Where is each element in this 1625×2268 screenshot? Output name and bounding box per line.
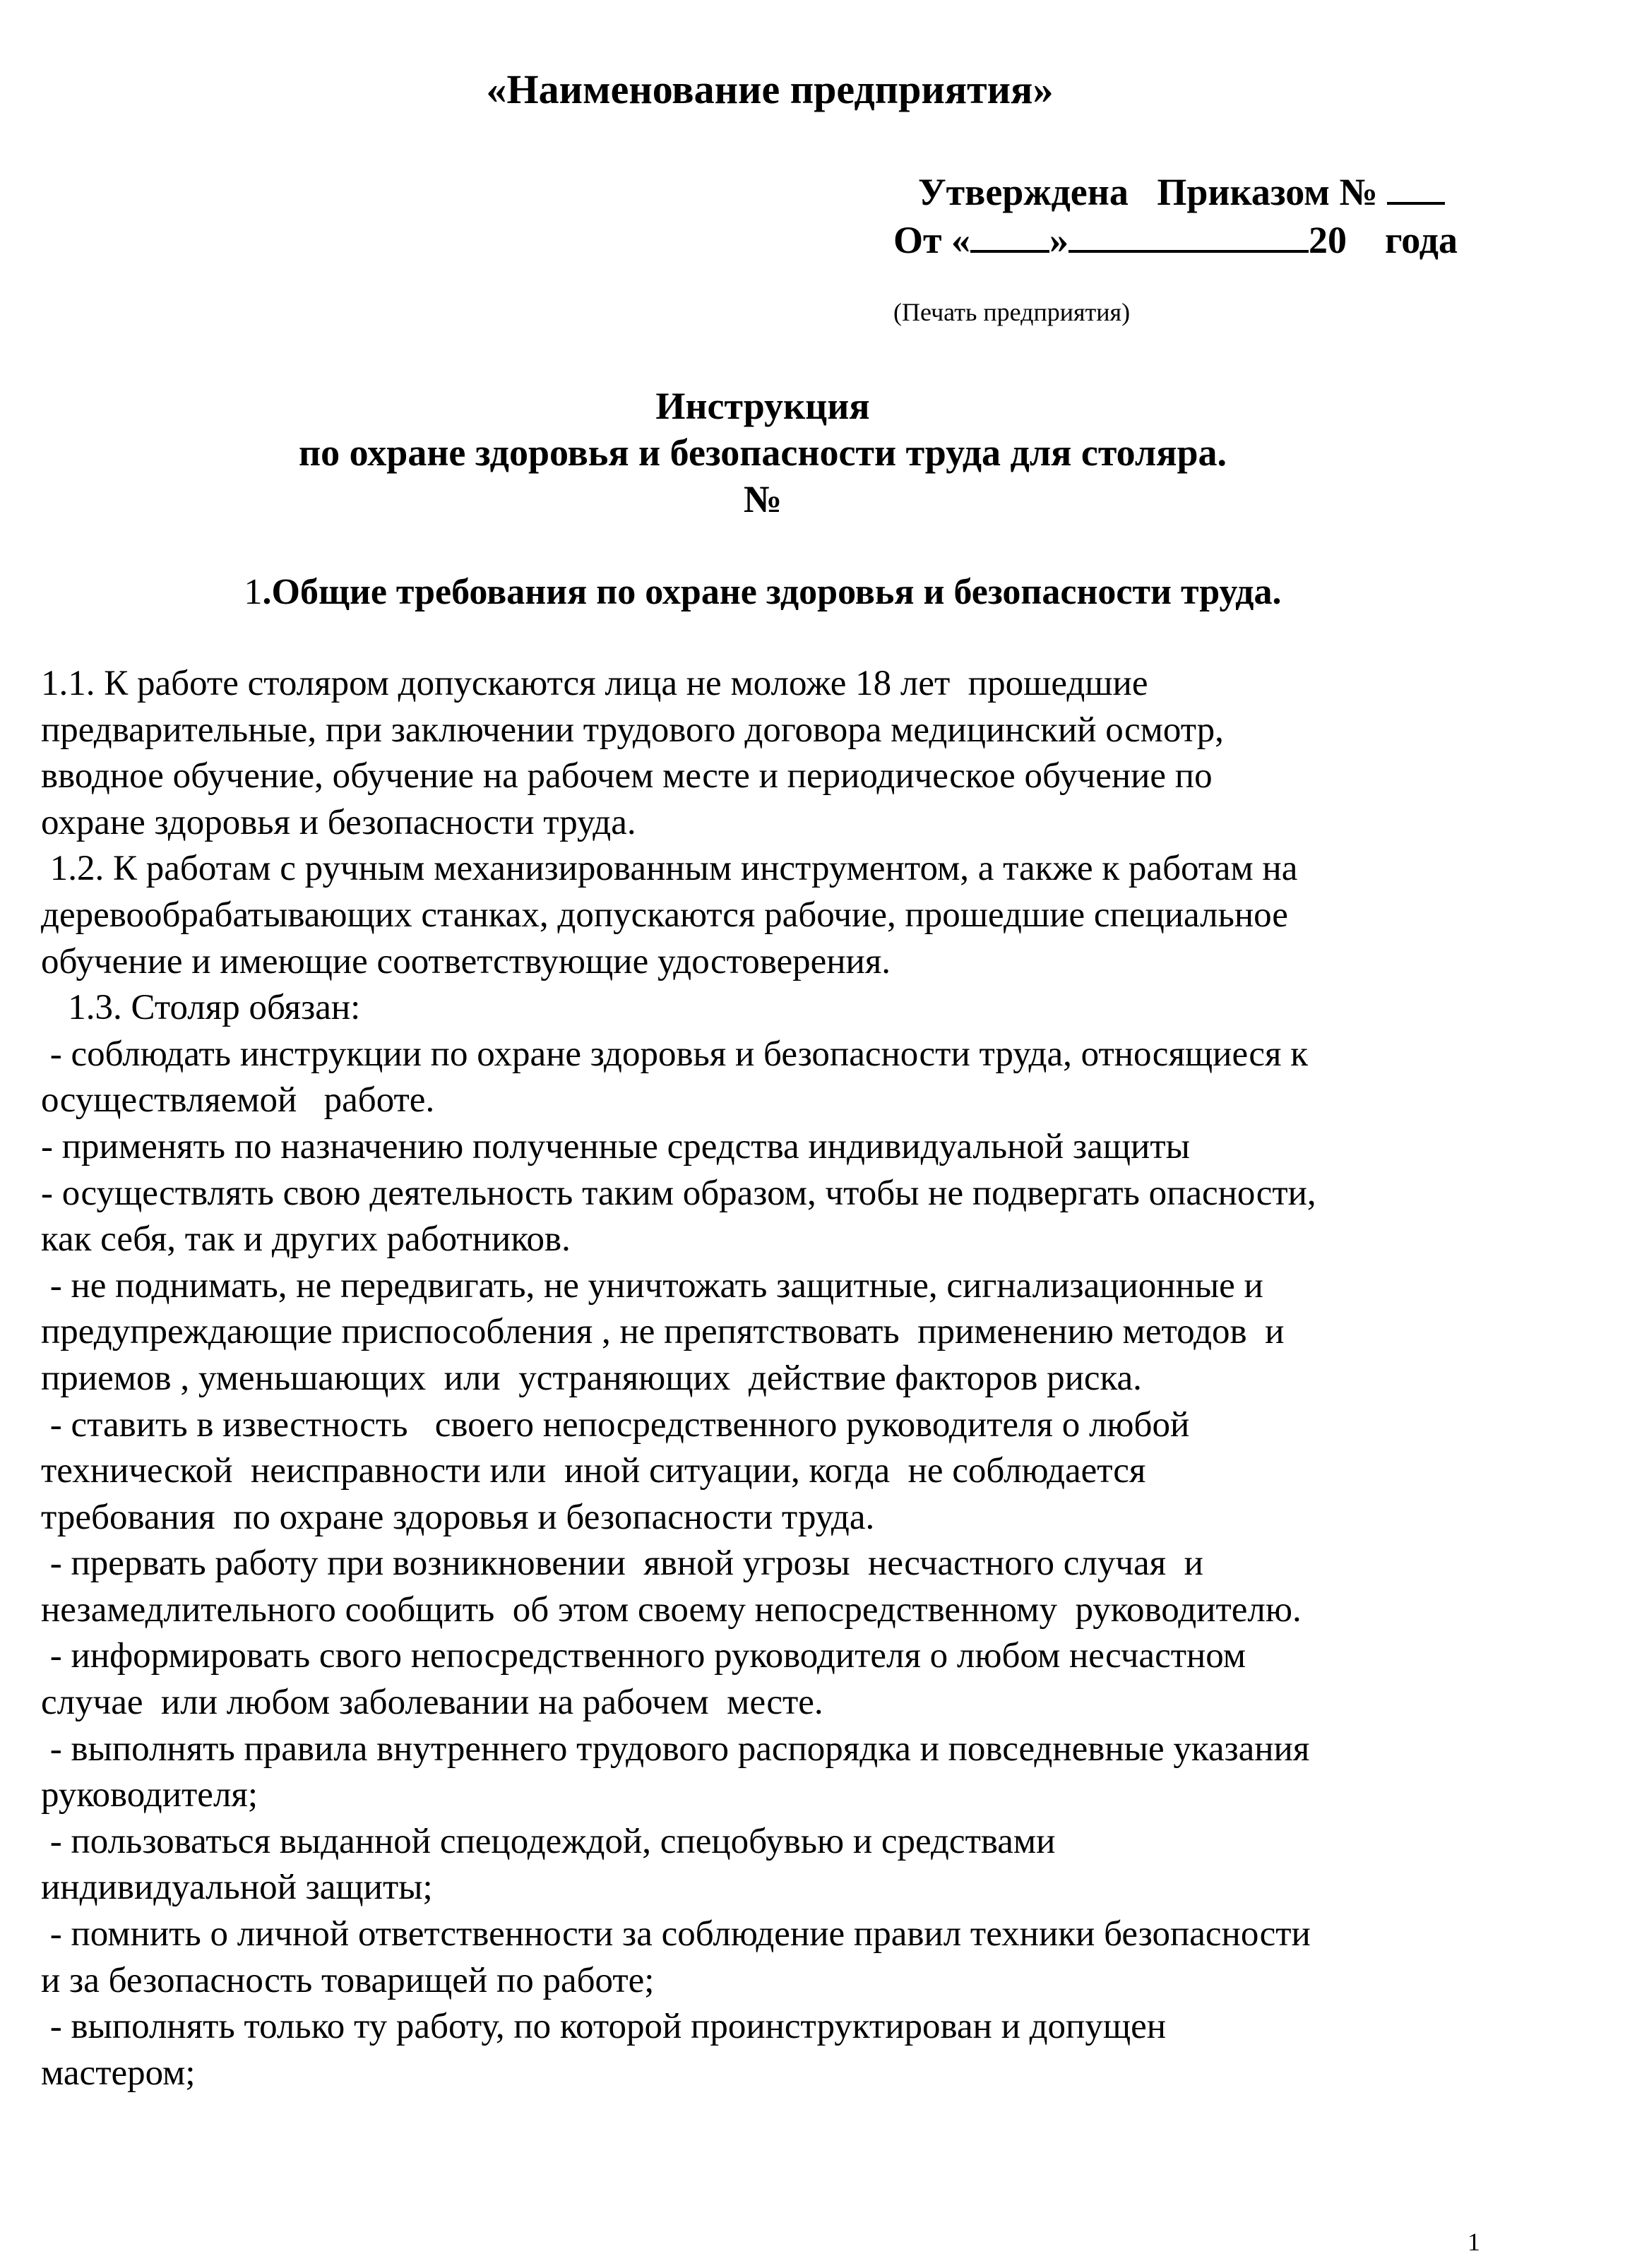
text-line: предупреждающие приспособления , не препятствовать применению методов и [41, 1312, 1285, 1352]
seal-note: (Печать предприятия) [893, 298, 1131, 326]
text-line: - не поднимать, не передвигать, не уничтожать защитные, сигнализационные и [41, 1265, 1263, 1306]
page-number: 1 [1468, 2228, 1480, 2256]
text-line: индивидуальной защиты; [41, 1868, 433, 1908]
text-line: - соблюдать инструкции по охране здоровья и безопасности труда, относящиеся к [41, 1034, 1308, 1074]
text-line: - информировать свого непосредственного руководителя о любом несчастном [41, 1636, 1246, 1676]
document-subtitle: по охране здоровья и безопасности труда для столяра. [299, 431, 1227, 474]
text-line: - прервать работу при возникновении явной угрозы несчастного случая и [41, 1544, 1203, 1584]
year-label: года [1385, 219, 1458, 261]
section-title: .Общие требования по охране здоровья и безопасности труда. [262, 572, 1282, 612]
text-line: случае или любом заболевании на рабочем месте. [41, 1683, 823, 1723]
text-line: предварительные, при заключении трудового договора медицинский осмотр, [41, 710, 1224, 750]
text-line: - выполнять правила внутреннего трудового распорядка и повседневные указания [41, 1729, 1310, 1769]
section-heading [0, 569, 1525, 616]
order-label: Приказом № [1157, 171, 1378, 213]
document-number: № [743, 478, 782, 520]
day-blank [970, 217, 1049, 253]
from-close-label: » [1049, 219, 1069, 261]
text-line: как себя, так и других работников. [41, 1219, 571, 1260]
text-line: 1.2. К работам с ручным механизированным инструментом, а также к работам на [41, 849, 1298, 889]
text-line: - осуществлять свою деятельность таким образом, чтобы не подвергать опасности, [41, 1173, 1316, 1213]
text-line: незамедлительного сообщить об этом своему непосредственному руководителю. [41, 1589, 1302, 1630]
section-number: 1 [244, 572, 263, 612]
text-line: - применять по назначению полученные средства индивидуальной защиты [41, 1126, 1190, 1166]
text-line: осуществляемой работе. [41, 1080, 435, 1121]
text-line: 1.1. К работе столяром допускаются лица не моложе 18 лет прошедшие [41, 664, 1148, 703]
text-line: требования по охране здоровья и безопасности труда. [41, 1497, 875, 1537]
text-line: охране здоровья и безопасности труда. [41, 802, 636, 842]
text-line: мастером; [41, 2053, 196, 2093]
text-line: технической неисправности или иной ситуации, когда не соблюдается [41, 1451, 1146, 1491]
approved-label: Утверждена [918, 171, 1129, 213]
text-line: приемов , уменьшающих или устраняющих действие факторов риска. [41, 1358, 1142, 1398]
text-line: - пользоваться выданной спецодеждой, спецобувью и средствами [41, 1821, 1056, 1861]
month-blank [1069, 217, 1309, 253]
date-line [893, 217, 1458, 263]
text-line: обучение и имеющие соответствующие удостоверения. [41, 941, 891, 981]
year-number: 20 [1309, 219, 1347, 261]
text-line: - ставить в известность своего непосредственного руководителя о любой [41, 1404, 1190, 1445]
text-line: вводное обучение, обучение на рабочем месте и периодическое обучение по [41, 756, 1213, 796]
company-name: «Наименование предприятия» [486, 66, 1054, 112]
text-line: руководителя; [41, 1775, 258, 1815]
approval-line [918, 169, 1445, 215]
order-number-blank [1387, 169, 1445, 205]
body-text [41, 661, 1559, 2096]
document-title: Инструкция [655, 385, 870, 427]
text-line: 1.3. Столяр обязан: [41, 988, 361, 1028]
text-line: - помнить о личной ответственности за соблюдение правил техники безопасности [41, 1914, 1311, 1954]
text-line: деревообрабатывающих станках, допускаются рабочие, прошедшие специальное [41, 895, 1288, 935]
from-open-label: От « [893, 219, 971, 261]
text-line: и за безопасность товарищей по работе; [41, 1960, 655, 2000]
text-line: - выполнять только ту работу, по которой проинструктирован и допущен [41, 2007, 1167, 2047]
